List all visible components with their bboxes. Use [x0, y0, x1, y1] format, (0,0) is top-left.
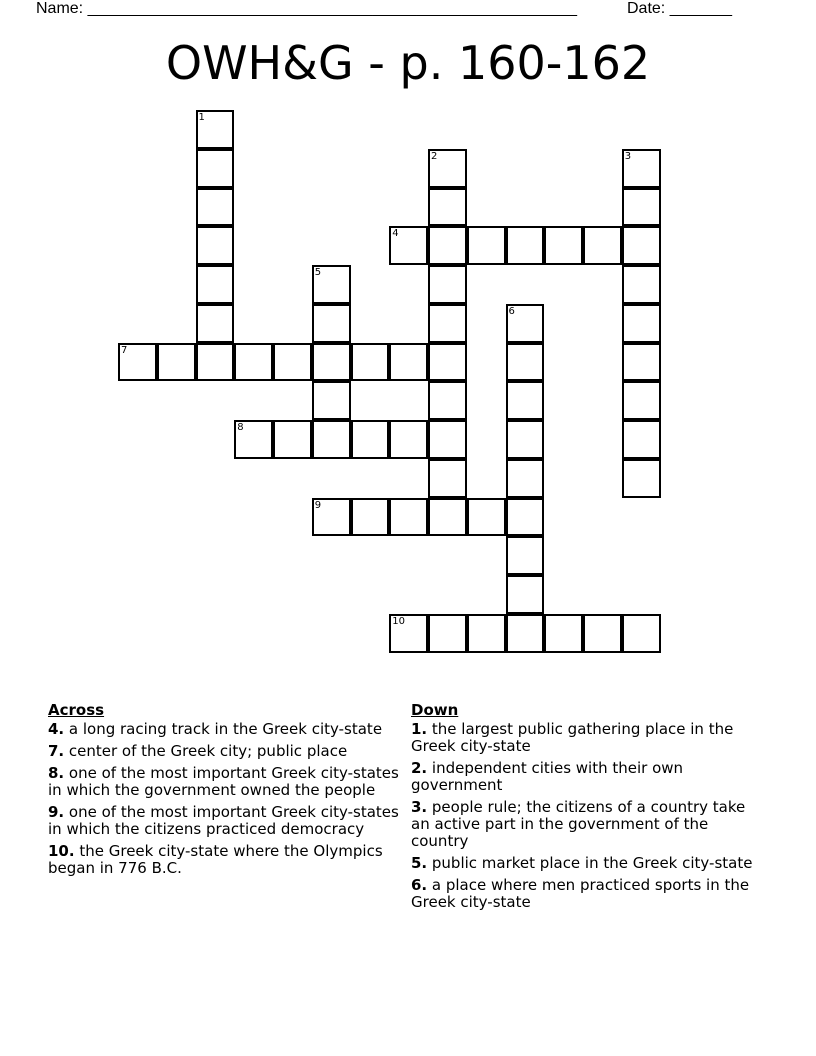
name-line: _______________________________________________________	[87, 0, 577, 17]
grid-cell[interactable]	[467, 498, 506, 537]
clue-number: 5	[314, 267, 322, 278]
grid-cell[interactable]	[389, 614, 428, 653]
grid-cell[interactable]	[389, 343, 428, 382]
clue-down-1: 1. the largest public gathering place in the Greek city-state	[411, 720, 734, 755]
grid-cell[interactable]	[583, 226, 622, 265]
grid-cell[interactable]	[312, 343, 351, 382]
grid-cell[interactable]	[312, 498, 351, 537]
clue-number: 3	[624, 150, 632, 162]
grid-cell[interactable]	[351, 343, 390, 382]
grid-cell[interactable]	[312, 420, 351, 459]
grid-cell[interactable]	[583, 614, 622, 653]
clue-number: 8	[237, 422, 244, 433]
grid-cell[interactable]	[428, 343, 467, 382]
down-heading: Down	[411, 701, 459, 719]
grid-cell[interactable]	[196, 265, 235, 304]
clue-across-7: 7. center of the Greek city; public place	[48, 742, 348, 760]
grid-cell[interactable]	[196, 343, 235, 382]
grid-cell[interactable]	[428, 265, 467, 304]
grid-cell[interactable]	[428, 188, 467, 227]
clue-across-8: 8. one of the most important Greek city-states in which the government owned the people	[48, 764, 399, 799]
grid-cell[interactable]	[118, 343, 157, 382]
grid-cell[interactable]	[544, 614, 583, 653]
grid-cell[interactable]	[312, 381, 351, 420]
clue-number: 4	[392, 228, 399, 240]
grid-cell[interactable]	[506, 536, 545, 575]
clue-number: 2	[431, 150, 438, 162]
name-label: Name:	[36, 0, 88, 17]
grid-cell[interactable]	[273, 343, 312, 382]
grid-cell[interactable]	[234, 420, 273, 459]
grid-cell[interactable]	[544, 226, 583, 265]
clue-number: 7	[121, 344, 128, 356]
clue-number: 6	[508, 305, 515, 317]
clue-down-6: 6. a place where men practiced sports in the Greek city-state	[411, 876, 750, 911]
grid-cell[interactable]	[506, 614, 545, 653]
grid-cell[interactable]	[622, 343, 661, 382]
across-clues	[48, 702, 408, 882]
down-clues	[411, 702, 761, 916]
grid-cell[interactable]	[351, 498, 390, 537]
grid-cell[interactable]	[428, 498, 467, 537]
grid-cell[interactable]	[467, 614, 506, 653]
date-field[interactable]	[627, 0, 732, 18]
grid-cell[interactable]	[428, 304, 467, 343]
date-label: Date:	[627, 0, 670, 17]
grid-cell[interactable]	[196, 149, 235, 188]
clue-number: 10	[392, 615, 405, 627]
clue-down-5: 5. public market place in the Greek city-state	[411, 854, 753, 872]
grid-cell[interactable]	[622, 304, 661, 343]
grid-cell[interactable]	[428, 614, 467, 653]
clue-down-2: 2. independent cities with their own government	[411, 759, 684, 794]
grid-cell[interactable]	[622, 188, 661, 227]
clue-down-3: 3. people rule; the citizens of a country take an active part in the government of the country	[411, 798, 746, 850]
grid-cell[interactable]	[506, 575, 545, 614]
grid-cell[interactable]	[506, 381, 545, 420]
grid-cell[interactable]	[196, 304, 235, 343]
page-title: OWH&G - p. 160-162	[165, 36, 651, 90]
grid-cell[interactable]	[506, 304, 545, 343]
grid-cell[interactable]	[273, 420, 312, 459]
grid-cell[interactable]	[196, 188, 235, 227]
grid-cell[interactable]	[428, 459, 467, 498]
grid-cell[interactable]	[467, 226, 506, 265]
across-heading: Across	[48, 701, 105, 719]
grid-cell[interactable]	[506, 498, 545, 537]
grid-cell[interactable]	[389, 420, 428, 459]
grid-cell[interactable]	[196, 226, 235, 265]
clue-across-4: 4. a long racing track in the Greek city-state	[48, 720, 383, 738]
grid-cell[interactable]	[622, 226, 661, 265]
grid-cell[interactable]	[234, 343, 273, 382]
grid-cell[interactable]	[157, 343, 196, 382]
grid-cell[interactable]	[506, 459, 545, 498]
grid-cell[interactable]	[428, 381, 467, 420]
grid-cell[interactable]	[622, 381, 661, 420]
grid-cell[interactable]	[351, 420, 390, 459]
name-field[interactable]	[36, 0, 577, 18]
grid-cell[interactable]	[196, 110, 235, 149]
date-line: _______	[669, 0, 732, 17]
clue-across-9: 9. one of the most important Greek city-states in which the citizens practiced democracy	[48, 803, 399, 838]
grid-cell[interactable]	[622, 459, 661, 498]
grid-cell[interactable]	[428, 226, 467, 265]
grid-cell[interactable]	[506, 343, 545, 382]
grid-cell[interactable]	[389, 498, 428, 537]
grid-cell[interactable]	[312, 265, 351, 304]
grid-cell[interactable]	[428, 149, 467, 188]
grid-cell[interactable]	[428, 420, 467, 459]
grid-cell[interactable]	[389, 226, 428, 265]
grid-cell[interactable]	[312, 304, 351, 343]
grid-cell[interactable]	[622, 265, 661, 304]
grid-cell[interactable]	[622, 149, 661, 188]
grid-cell[interactable]	[506, 226, 545, 265]
grid-cell[interactable]	[622, 420, 661, 459]
grid-cell[interactable]	[622, 614, 661, 653]
clue-number: 1	[198, 112, 205, 123]
clue-number: 9	[314, 499, 322, 511]
clue-across-10: 10. the Greek city-state where the Olympics began in 776 B.C.	[48, 842, 383, 877]
grid-cell[interactable]	[506, 420, 545, 459]
